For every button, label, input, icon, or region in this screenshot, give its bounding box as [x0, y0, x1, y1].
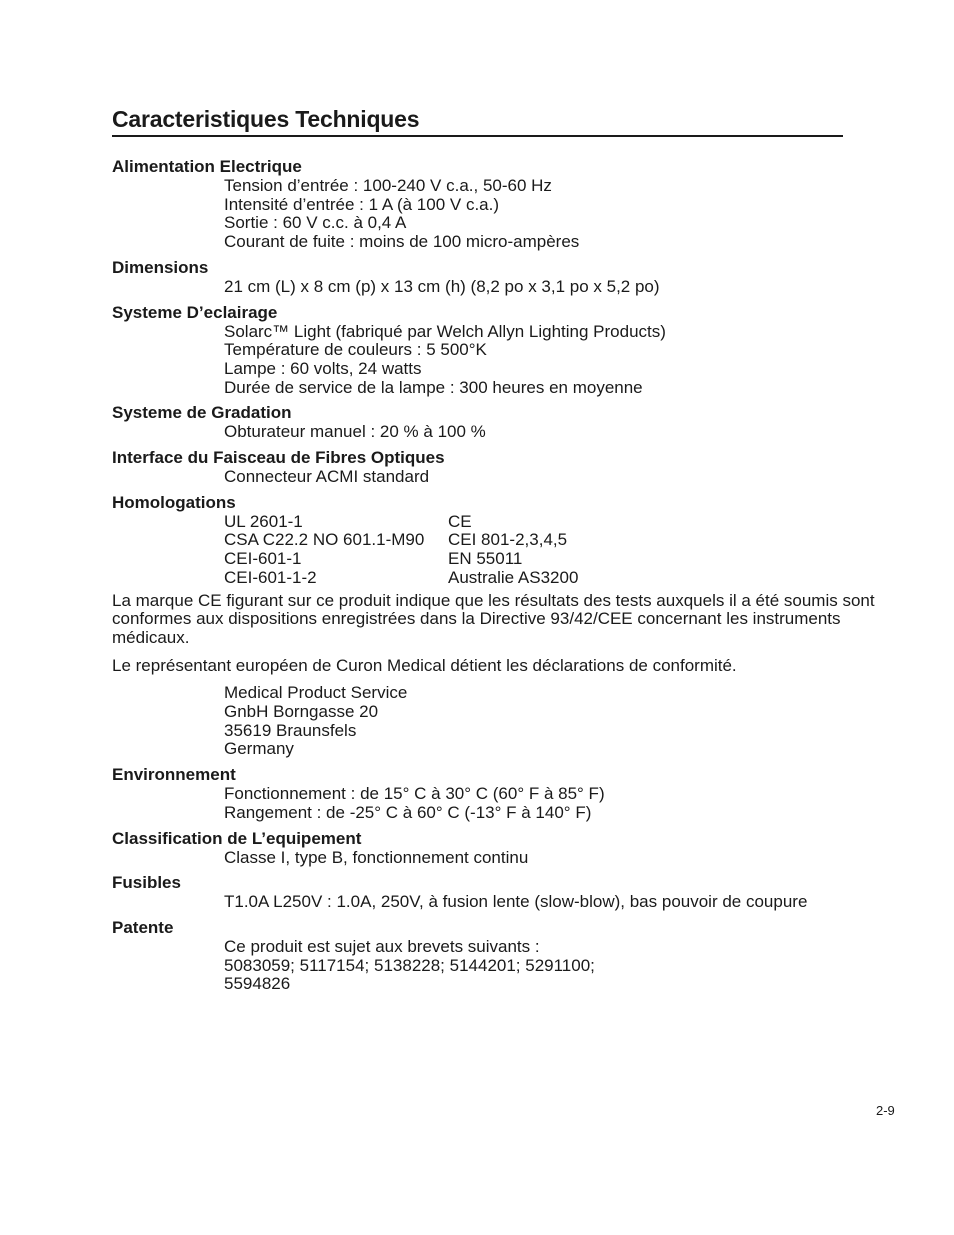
section-body [224, 785, 892, 822]
spec-line: 5594826 [224, 974, 291, 994]
spec-line: Sortie : 60 V c.c. à 0,4 A [224, 213, 407, 233]
section-homologations [112, 493, 892, 588]
homologation-cell: Australie AS3200 [448, 567, 579, 587]
spec-line: Fonctionnement : de 15° C à 30° C (60° F à 85° F) [224, 784, 605, 804]
homologation-cell: CE [448, 511, 472, 531]
ce-paragraph: La marque CE figurant sur ce produit indique que les résultats des tests auxquels il a été soumis sont conformes aux dispositions enregistrées dans la Directive 93/42/CEE concernant les instruments médicaux. [112, 590, 875, 647]
spec-line: 5083059; 5117154; 5138228; 5144201; 5291100; [224, 955, 595, 975]
section-heading: Environnement [112, 765, 236, 785]
homologation-cell: CEI-601-1 [224, 549, 302, 569]
spec-line: Durée de service de la lampe : 300 heures en moyenne [224, 377, 643, 397]
representant-paragraph: Le représentant européen de Curon Medical détient les déclarations de conformité. [112, 655, 737, 675]
section-body [224, 278, 892, 297]
section-interface [112, 448, 892, 487]
spec-line: Lampe : 60 volts, 24 watts [224, 358, 422, 378]
page-number: 2-9 [876, 1103, 895, 1118]
section-heading: Systeme de Gradation [112, 403, 292, 423]
section-dimensions [112, 258, 892, 297]
section-body [224, 177, 892, 252]
homologation-cell: EN 55011 [448, 549, 523, 569]
section-patente [112, 918, 892, 994]
section-heading: Dimensions [112, 257, 209, 277]
spec-line: Courant de fuite : moins de 100 micro-ampères [224, 232, 580, 252]
homologation-cell: CSA C22.2 NO 601.1-M90 [224, 530, 425, 550]
section-heading: Alimentation Electrique [112, 157, 302, 176]
section-body [224, 849, 892, 868]
homologation-cell: CEI 801-2,3,4,5 [448, 530, 568, 550]
spec-line: Tension d’entrée : 100-240 V c.a., 50-60 Hz [224, 176, 552, 195]
spec-line: T1.0A L250V : 1.0A, 250V, à fusion lente (slow-blow), bas pouvoir de coupure [224, 892, 808, 912]
page-title: Caracteristiques Techniques [112, 106, 420, 132]
homologation-cell: CEI-601-1-2 [224, 567, 317, 587]
spec-line: Obturateur manuel : 20 % à 100 % [224, 422, 486, 442]
section-heading: Patente [112, 917, 174, 937]
section-body [224, 938, 892, 994]
spec-line: Rangement : de -25° C à 60° C (-13° F à 140° F) [224, 802, 592, 822]
section-heading: Interface du Faisceau de Fibres Optiques [112, 448, 445, 468]
spec-line: Connecteur ACMI standard [224, 467, 430, 487]
document-page [112, 104, 892, 994]
spec-line: Intensité d’entrée : 1 A (à 100 V c.a.) [224, 194, 500, 214]
spec-line: Température de couleurs : 5 500°K [224, 340, 487, 360]
address-line: Germany [224, 739, 294, 759]
section-body [224, 893, 892, 912]
section-heading: Fusibles [112, 873, 181, 893]
title-divider [112, 135, 843, 137]
section-alimentation [112, 157, 892, 252]
section-fusibles [112, 873, 892, 912]
section-gradation [112, 403, 892, 442]
address-line: GnbH Borngasse 20 [224, 702, 379, 722]
representative-address [224, 684, 892, 759]
spec-line: Classe I, type B, fonctionnement continu [224, 847, 529, 867]
address-line: 35619 Braunsfels [224, 720, 357, 740]
homologations-table [224, 513, 892, 588]
section-heading: Homologations [112, 492, 236, 512]
address-line: Medical Product Service [224, 683, 408, 703]
section-body [224, 323, 892, 398]
section-eclairage [112, 303, 892, 398]
section-heading: Classification de L’equipement [112, 828, 362, 848]
section-body [224, 468, 892, 487]
homologation-cell: UL 2601-1 [224, 511, 303, 531]
section-classification [112, 829, 892, 868]
section-body [224, 423, 892, 442]
spec-line: Solarc™ Light (fabriqué par Welch Allyn Lighting Products) [224, 321, 666, 341]
spec-line: Ce produit est sujet aux brevets suivants : [224, 936, 540, 956]
spec-line: 21 cm (L) x 8 cm (p) x 13 cm (h) (8,2 po x 3,1 po x 5,2 po) [224, 276, 660, 296]
section-environnement [112, 765, 892, 822]
section-heading: Systeme D’eclairage [112, 302, 278, 322]
